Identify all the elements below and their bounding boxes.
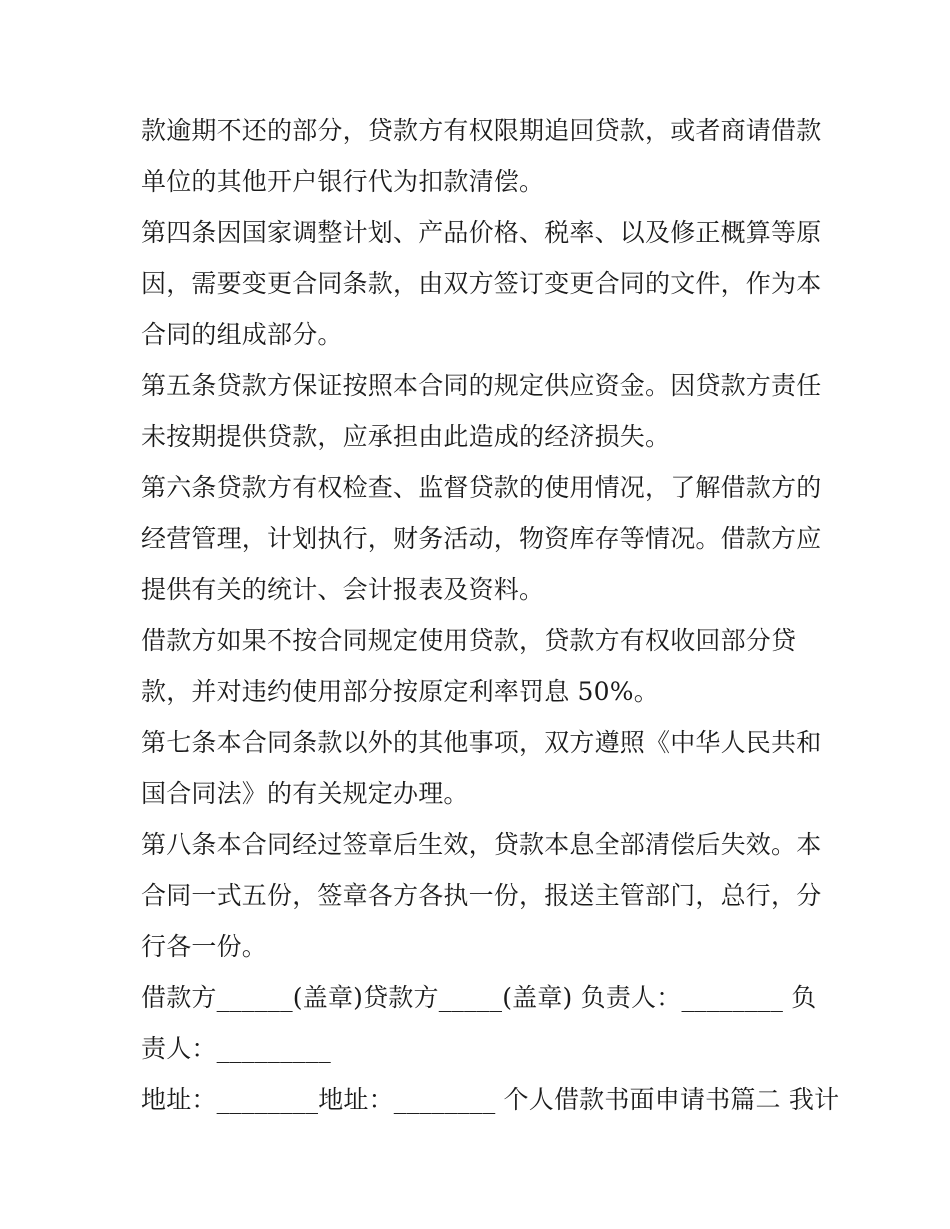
text-line: 行各一份。 [141, 932, 268, 961]
signature-line: 借款方______(盖章)贷款方_____(盖章) 负责人：________ 负 [141, 983, 817, 1012]
text-line: 第七条本合同条款以外的其他事项，双方遵照《中华人民共和 [141, 728, 822, 757]
text-line: 第四条因国家调整计划、产品价格、税率、以及修正概算等原 [141, 218, 822, 247]
text-line: 第八条本合同经过签章后生效，贷款本息全部清偿后失效。本 [141, 830, 822, 859]
text-line: 因，需要变更合同条款，由双方签订变更合同的文件，作为本 [141, 269, 822, 298]
text-line: 款逾期不还的部分，贷款方有权限期追回贷款，或者商请借款 [141, 116, 822, 145]
text-line: 借款方如果不按合同规定使用贷款，贷款方有权收回部分贷 [141, 626, 797, 655]
text-line: 未按期提供贷款，应承担由此造成的经济损失。 [141, 422, 671, 451]
text-line: 第六条贷款方有权检查、监督贷款的使用情况，了解借款方的 [141, 473, 822, 502]
text-line: 第五条贷款方保证按照本合同的规定供应资金。因贷款方责任 [141, 371, 822, 400]
text-line: 款，并对违约使用部分按原定利率罚息 50%。 [141, 677, 659, 706]
address-line: 地址：________地址：________ 个人借款书面申请书篇二 我计 [141, 1085, 840, 1114]
text-line: 单位的其他开户银行代为扣款清偿。 [141, 167, 545, 196]
signature-line: 责人：_________ [141, 1034, 331, 1063]
text-line: 合同的组成部分。 [141, 320, 343, 349]
text-line: 合同一式五份，签章各方各执一份，报送主管部门，总行，分 [141, 881, 822, 910]
text-line: 国合同法》的有关规定办理。 [141, 779, 469, 808]
text-line: 经营管理，计划执行，财务活动，物资库存等情况。借款方应 [141, 524, 822, 553]
contract-text [141, 105, 840, 1125]
text-line: 提供有关的统计、会计报表及资料。 [141, 575, 545, 604]
